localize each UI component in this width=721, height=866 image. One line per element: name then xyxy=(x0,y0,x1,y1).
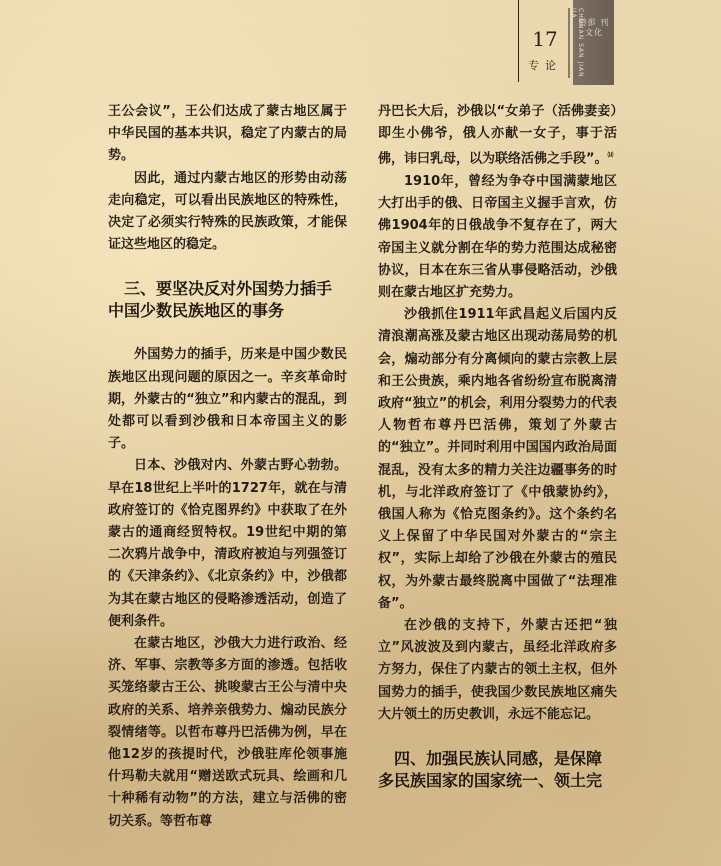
right-text-column xyxy=(378,101,617,814)
footnote-marker: ⒁ xyxy=(607,152,614,160)
paragraph-text: 丹巴长大后，沙俄以“女弟子（活佛妻妾）即生小佛爷，俄人亦献一女子，事于活佛，讳曰乳母，以为联络活佛之手段”。 xyxy=(378,104,617,167)
journal-logo: 黔彭 刊 文化 xyxy=(578,18,610,37)
paragraph-text: 外国势力的插手，历来是中国少数民族地区出现问题的原因之一。辛亥革命时期，外蒙古的“独立”和内蒙古的混乱，到处都可以看到沙俄和日本帝国主义的影子。 xyxy=(108,347,347,452)
paragraph-text: 因此，通过内蒙古地区的形势由动荡走向稳定，可以看出民族地区的特殊性，决定了必须实行特殊的民族政策，才能保证这些地区的稳定。 xyxy=(108,170,347,253)
paragraph-text: 1910年，曾经为争夺中国满蒙地区大打出手的俄、日帝国主义握手言欢，仿佛1904年的日俄战争不复存在了，两大帝国主义就分割在华的势力范围达成秘密协议，日本在东三省从事侵略活动，沙俄则在蒙古地区扩充势力。 xyxy=(378,173,617,300)
paragraph-text: 在蒙古地区，沙俄大力进行政治、经济、军事、宗教等多方面的渗透。包括收买笼络蒙古王公、挑唆蒙古王公与清中央政府的关系、培养亲俄势力、煽动民族分裂情绪等。以哲布尊丹巴活佛为例，早在他12岁的孩提时代，沙俄驻库伦领事施什玛勒夫就用“赠送欧式玩具、绘画和几十种稀有动物”的方法，建立与活佛的密切关系。等哲布尊 xyxy=(108,636,347,829)
paragraph-text: 日本、沙俄对内、外蒙古野心勃勃。早在18世纪上半叶的1727年，就在与清政府签订的《恰克图界约》中获取了在外蒙古的通商经贸特权。19世纪中期的第二次鸦片战争中，清政府被迫与列强签订的《天津条约》、《北京条约》中，沙俄都为其在蒙古地区的侵略渗透活动，创造了便利条件。 xyxy=(108,458,347,629)
section-heading xyxy=(108,278,347,322)
section-heading-line: 三、要坚决反对外国势力插手 xyxy=(124,279,333,299)
paragraph xyxy=(108,168,347,257)
paragraph xyxy=(378,171,617,304)
left-text-column xyxy=(108,101,347,833)
paragraph xyxy=(108,101,347,168)
paragraph xyxy=(378,101,617,171)
section-heading-line: 中国少数民族地区的事务 xyxy=(108,301,285,321)
paragraph xyxy=(108,633,347,833)
section-label: 专论 xyxy=(528,59,562,72)
paragraph-text: 在沙俄的支持下，外蒙古还把“独立”风波波及到内蒙古，虽经北洋政府多方努力，保住了内蒙古的领土主权，但外国势力的插手，使我国少数民族地区痛失大片领土的历史教训，永远不能忘记。 xyxy=(378,618,617,722)
paragraph xyxy=(378,615,617,726)
section-heading-line: 多民族国家的国家统一、领土完 xyxy=(378,771,603,791)
paragraph xyxy=(108,455,347,633)
header-divider-line xyxy=(518,0,519,82)
paragraph xyxy=(378,304,617,615)
section-heading xyxy=(378,748,617,792)
page-number: 17 xyxy=(532,27,558,51)
section-heading-line: 四、加强民族认同感，是保障 xyxy=(394,749,603,769)
journal-english-name: CHUNAN SAN JIAN JIA xyxy=(570,8,584,78)
paragraph-text: 王公会议”，王公们达成了蒙古地区属于中华民国的基本共识，稳定了内蒙古的局势。 xyxy=(108,104,347,164)
paragraph-text: 沙俄抓住1911年武昌起义后国内反清浪潮高涨及蒙古地区出现动荡局势的机会，煽动部分有分离倾向的蒙古宗教上层和王公贵族，乘内地各省纷纷宣布脱离清政府“独立”的机会，利用分裂势力的代表人物哲布尊丹巴活佛，策划了外蒙古的“独立”。并同时利用中国国内政治局面混乱，没有太多的精力关注边疆事务的时机，与北洋政府签订了《中俄蒙协约》，俄国人称为《恰克图条约》。这个条约名义上保留了中华民国对外蒙古的“宗主权”，实际上却给了沙俄在外蒙古的殖民权，为外蒙古最终脱离中国做了“法理准备”。 xyxy=(378,307,617,611)
paragraph xyxy=(108,344,347,455)
